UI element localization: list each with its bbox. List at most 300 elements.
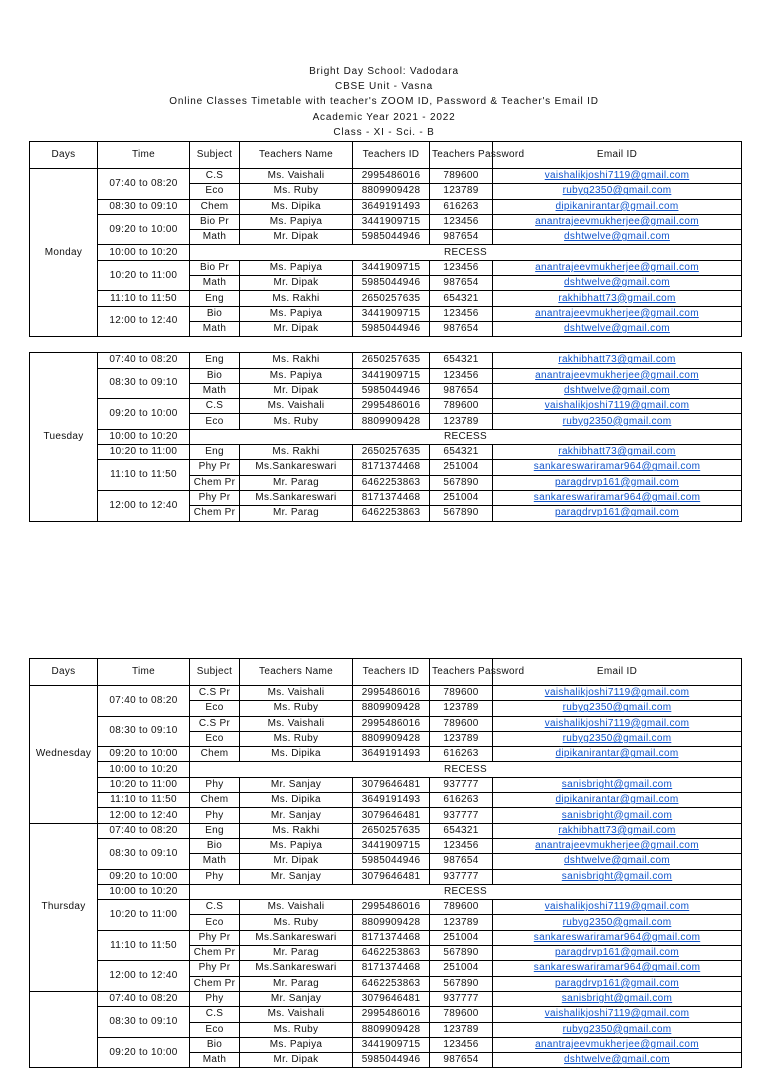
teacher-name-cell: Ms. Papiya: [240, 838, 353, 853]
timetable-part-2: [29, 658, 742, 1068]
slot-time: 10:00 to 10:20: [98, 429, 190, 444]
teacher-name-cell: Mr. Dipak: [240, 276, 353, 291]
day-label: Thursday: [30, 823, 98, 991]
email-link[interactable]: vaishalikjoshi7119@gmail.com: [544, 717, 690, 729]
teacher-id-cell: 3441909715: [353, 1037, 430, 1052]
subject-cell: Eng: [190, 823, 240, 838]
teacher-name-cell: Ms. Rakhi: [240, 353, 353, 368]
subject-cell: Eng: [190, 353, 240, 368]
teacher-password-cell: 123456: [430, 368, 493, 383]
email-cell: [493, 230, 742, 245]
teacher-id-cell: 6462253863: [353, 976, 430, 991]
teacher-id-cell: 8809909428: [353, 731, 430, 746]
school-name: Bright Day School: Vadodara: [309, 66, 459, 77]
table-row: [30, 991, 742, 1006]
email-cell: [493, 976, 742, 991]
table-row: [30, 169, 742, 184]
teacher-password-cell: 123456: [430, 306, 493, 321]
subject-cell: Math: [190, 854, 240, 869]
slot-time: 09:20 to 10:00: [98, 214, 190, 245]
email-link[interactable]: vaishalikjoshi7119@gmail.com: [544, 1008, 690, 1020]
teacher-password-cell: 123789: [430, 414, 493, 429]
subject-cell: C.S: [190, 169, 240, 184]
slot-time: 07:40 to 08:20: [98, 169, 190, 200]
subject-cell: Phy Pr: [190, 460, 240, 475]
email-link[interactable]: sankareswariramar964@gmail.com: [533, 492, 701, 504]
email-link[interactable]: paragdrvp161@gmail.com: [554, 977, 680, 989]
slot-time: 08:30 to 09:10: [98, 838, 190, 869]
teacher-id-cell: 8171374468: [353, 460, 430, 475]
recess-label: RECESS: [190, 884, 742, 899]
slot-time: 12:00 to 12:40: [98, 490, 190, 521]
teacher-id-cell: 5985044946: [353, 321, 430, 336]
subject-cell: Bio: [190, 306, 240, 321]
teacher-id-cell: 3079646481: [353, 991, 430, 1006]
table-row: [30, 686, 742, 701]
email-cell: [493, 823, 742, 838]
email-link[interactable]: anantrajeevmukherjee@gmail.com: [535, 1038, 699, 1050]
table-row: [30, 214, 742, 229]
slot-time: 11:10 to 11:50: [98, 460, 190, 491]
day-label: Monday: [30, 169, 98, 337]
teacher-password-cell: 567890: [430, 976, 493, 991]
subject-cell: Chem Pr: [190, 506, 240, 521]
teacher-id-cell: 2650257635: [353, 353, 430, 368]
teacher-id-cell: 8809909428: [353, 414, 430, 429]
teacher-name-cell: Ms. Ruby: [240, 915, 353, 930]
teacher-name-cell: Ms. Papiya: [240, 1037, 353, 1052]
email-cell: [493, 291, 742, 306]
teacher-id-cell: 2995486016: [353, 169, 430, 184]
col-teacher-name-header: Teachers Name: [240, 142, 353, 169]
teacher-id-cell: 8171374468: [353, 490, 430, 505]
table-row: [30, 291, 742, 306]
teacher-password-cell: 987654: [430, 230, 493, 245]
table-row: [30, 869, 742, 884]
email-link[interactable]: rubyg2350@gmail.com: [562, 733, 672, 745]
email-cell: [493, 793, 742, 808]
academic-year: Academic Year 2021 - 2022: [312, 111, 456, 123]
subject-cell: Eco: [190, 1022, 240, 1037]
teacher-name-cell: Ms.Sankareswari: [240, 490, 353, 505]
teacher-name-cell: Ms. Vaishali: [240, 399, 353, 414]
email-cell: [493, 399, 742, 414]
teacher-name-cell: Mr. Sanjay: [240, 777, 353, 792]
teacher-password-cell: 123789: [430, 731, 493, 746]
email-link[interactable]: vaishalikjoshi7119@gmail.com: [544, 687, 690, 699]
subject-cell: Eng: [190, 291, 240, 306]
subject-cell: Chem Pr: [190, 946, 240, 961]
email-cell: [493, 961, 742, 976]
email-cell: [493, 353, 742, 368]
teacher-id-cell: 3649191493: [353, 747, 430, 762]
subject-cell: Math: [190, 276, 240, 291]
email-link[interactable]: sanisbright@gmail.com: [561, 809, 673, 821]
slot-time: 10:20 to 11:00: [98, 260, 190, 291]
subject-cell: Bio Pr: [190, 214, 240, 229]
email-link[interactable]: sanisbright@gmail.com: [561, 993, 673, 1005]
email-link[interactable]: rakhibhatt73@gmail.com: [558, 446, 676, 458]
teacher-password-cell: 123789: [430, 915, 493, 930]
col-subject-header: Subject: [190, 142, 240, 169]
subject-cell: Eng: [190, 445, 240, 460]
table-row: [30, 353, 742, 368]
email-cell: [493, 414, 742, 429]
email-cell: [493, 747, 742, 762]
teacher-name-cell: Mr. Dipak: [240, 854, 353, 869]
teacher-name-cell: Ms. Rakhi: [240, 445, 353, 460]
spacer-cell: [30, 337, 742, 353]
teacher-id-cell: 3441909715: [353, 306, 430, 321]
col-teacher-password-header: Teachers Password: [430, 142, 493, 169]
email-cell: [493, 490, 742, 505]
teacher-password-cell: 789600: [430, 169, 493, 184]
teacher-id-cell: 3441909715: [353, 214, 430, 229]
teacher-id-cell: 8809909428: [353, 1022, 430, 1037]
subject-cell: Eco: [190, 915, 240, 930]
email-link[interactable]: sankareswariramar964@gmail.com: [533, 962, 701, 974]
email-link[interactable]: dshtwelve@gmail.com: [564, 231, 670, 243]
teacher-password-cell: 616263: [430, 199, 493, 214]
teacher-password-cell: 567890: [430, 475, 493, 490]
slot-time: 11:10 to 11:50: [98, 793, 190, 808]
teacher-id-cell: 3649191493: [353, 793, 430, 808]
recess-row: [30, 884, 742, 899]
timetable-part-1: [29, 141, 742, 522]
teacher-id-cell: 8809909428: [353, 701, 430, 716]
email-cell: [493, 991, 742, 1006]
day-label: Tuesday: [30, 353, 98, 521]
recess-label: RECESS: [190, 245, 742, 260]
subject-cell: Math: [190, 230, 240, 245]
teacher-password-cell: 937777: [430, 777, 493, 792]
subject-cell: Phy: [190, 869, 240, 884]
teacher-password-cell: 567890: [430, 506, 493, 521]
email-link[interactable]: rubyg2350@gmail.com: [562, 415, 672, 427]
col-days-header: Days: [30, 142, 98, 169]
teacher-id-cell: 5985044946: [353, 1053, 430, 1068]
email-link[interactable]: paragdrvp161@gmail.com: [554, 507, 680, 519]
teacher-password-cell: 789600: [430, 716, 493, 731]
day-spacer: [30, 337, 742, 353]
col-email-header: Email ID: [493, 142, 742, 169]
email-link[interactable]: dshtwelve@gmail.com: [564, 277, 670, 289]
slot-time: 10:20 to 11:00: [98, 777, 190, 792]
email-link[interactable]: rakhibhatt73@gmail.com: [558, 354, 676, 366]
subject-cell: Math: [190, 1053, 240, 1068]
day-label: [30, 991, 98, 1067]
slot-time: 09:20 to 10:00: [98, 747, 190, 762]
email-link[interactable]: sanisbright@gmail.com: [561, 870, 673, 882]
email-cell: [493, 214, 742, 229]
teacher-id-cell: 6462253863: [353, 475, 430, 490]
email-cell: [493, 260, 742, 275]
teacher-password-cell: 654321: [430, 353, 493, 368]
col-time-header: Time: [98, 142, 190, 169]
teacher-name-cell: Ms. Papiya: [240, 214, 353, 229]
recess-row: [30, 762, 742, 777]
teacher-id-cell: 2995486016: [353, 686, 430, 701]
email-cell: [493, 838, 742, 853]
email-link[interactable]: rubyg2350@gmail.com: [562, 185, 672, 197]
email-link[interactable]: sankareswariramar964@gmail.com: [533, 461, 701, 473]
teacher-name-cell: Mr. Dipak: [240, 230, 353, 245]
recess-label: RECESS: [190, 762, 742, 777]
table-row: [30, 460, 742, 475]
subject-cell: Eco: [190, 184, 240, 199]
subject-cell: Bio: [190, 368, 240, 383]
slot-time: 09:20 to 10:00: [98, 869, 190, 884]
teacher-password-cell: 616263: [430, 793, 493, 808]
email-cell: [493, 854, 742, 869]
email-link[interactable]: sanisbright@gmail.com: [561, 778, 673, 790]
teacher-name-cell: Ms. Ruby: [240, 414, 353, 429]
slot-time: 07:40 to 08:20: [98, 823, 190, 838]
email-link[interactable]: dipikanirantar@gmail.com: [555, 748, 679, 760]
email-cell: [493, 701, 742, 716]
teacher-name-cell: Ms.Sankareswari: [240, 930, 353, 945]
teacher-password-cell: 123456: [430, 838, 493, 853]
teacher-name-cell: Ms. Vaishali: [240, 716, 353, 731]
teacher-id-cell: 8809909428: [353, 915, 430, 930]
email-link[interactable]: anantrajeevmukherjee@gmail.com: [535, 369, 699, 381]
teacher-password-cell: 616263: [430, 747, 493, 762]
email-cell: [493, 321, 742, 336]
teacher-id-cell: 3441909715: [353, 368, 430, 383]
teacher-id-cell: 8809909428: [353, 184, 430, 199]
teacher-id-cell: 5985044946: [353, 230, 430, 245]
teacher-id-cell: 2995486016: [353, 399, 430, 414]
teacher-name-cell: Ms. Papiya: [240, 306, 353, 321]
teacher-password-cell: 251004: [430, 460, 493, 475]
table-row: [30, 1037, 742, 1052]
slot-time: 08:30 to 09:10: [98, 199, 190, 214]
email-link[interactable]: anantrajeevmukherjee@gmail.com: [535, 840, 699, 852]
email-cell: [493, 716, 742, 731]
teacher-id-cell: 3079646481: [353, 869, 430, 884]
table-row: [30, 306, 742, 321]
teacher-password-cell: 251004: [430, 490, 493, 505]
teacher-name-cell: Ms. Vaishali: [240, 900, 353, 915]
email-cell: [493, 731, 742, 746]
subject-cell: Phy Pr: [190, 930, 240, 945]
email-cell: [493, 900, 742, 915]
slot-time: 10:20 to 11:00: [98, 900, 190, 931]
slot-time: 07:40 to 08:20: [98, 353, 190, 368]
email-cell: [493, 199, 742, 214]
col-time-header: Time: [98, 659, 190, 686]
subject-cell: Phy: [190, 777, 240, 792]
teacher-name-cell: Ms. Vaishali: [240, 1007, 353, 1022]
subject-cell: Math: [190, 383, 240, 398]
email-link[interactable]: paragdrvp161@gmail.com: [554, 476, 680, 488]
slot-time: 09:20 to 10:00: [98, 1037, 190, 1068]
email-link[interactable]: rakhibhatt73@gmail.com: [558, 824, 676, 836]
teacher-name-cell: Ms. Papiya: [240, 260, 353, 275]
subject-cell: Bio: [190, 1037, 240, 1052]
email-cell: [493, 475, 742, 490]
teacher-id-cell: 5985044946: [353, 276, 430, 291]
subject-cell: Bio Pr: [190, 260, 240, 275]
subject-cell: C.S Pr: [190, 716, 240, 731]
teacher-password-cell: 123789: [430, 701, 493, 716]
teacher-password-cell: 567890: [430, 946, 493, 961]
email-link[interactable]: rubyg2350@gmail.com: [562, 702, 672, 714]
email-link[interactable]: dshtwelve@gmail.com: [564, 855, 670, 867]
teacher-password-cell: 987654: [430, 383, 493, 398]
teacher-id-cell: 8171374468: [353, 961, 430, 976]
teacher-name-cell: Mr. Parag: [240, 976, 353, 991]
teacher-name-cell: Mr. Parag: [240, 475, 353, 490]
teacher-password-cell: 123456: [430, 1037, 493, 1052]
teacher-name-cell: Ms.Sankareswari: [240, 961, 353, 976]
email-link[interactable]: anantrajeevmukherjee@gmail.com: [535, 216, 699, 228]
email-cell: [493, 276, 742, 291]
teacher-password-cell: 987654: [430, 276, 493, 291]
teacher-id-cell: 3441909715: [353, 260, 430, 275]
teacher-id-cell: 8171374468: [353, 930, 430, 945]
slot-time: 07:40 to 08:20: [98, 991, 190, 1006]
teacher-id-cell: 2650257635: [353, 823, 430, 838]
email-link[interactable]: dshtwelve@gmail.com: [564, 323, 670, 335]
slot-time: 10:00 to 10:20: [98, 762, 190, 777]
email-cell: [493, 306, 742, 321]
email-link[interactable]: rubyg2350@gmail.com: [562, 1023, 672, 1035]
teacher-id-cell: 6462253863: [353, 946, 430, 961]
subject-cell: C.S: [190, 900, 240, 915]
teacher-name-cell: Ms. Ruby: [240, 1022, 353, 1037]
email-cell: [493, 1037, 742, 1052]
email-link[interactable]: dshtwelve@gmail.com: [564, 1054, 670, 1066]
teacher-id-cell: 3079646481: [353, 777, 430, 792]
recess-label: RECESS: [190, 429, 742, 444]
subject-cell: Chem: [190, 199, 240, 214]
table-row: [30, 930, 742, 945]
teacher-id-cell: 5985044946: [353, 383, 430, 398]
email-link[interactable]: sankareswariramar964@gmail.com: [533, 931, 701, 943]
table-row: [30, 490, 742, 505]
table-row: [30, 199, 742, 214]
teacher-name-cell: Mr. Dipak: [240, 321, 353, 336]
slot-time: 12:00 to 12:40: [98, 808, 190, 823]
teacher-password-cell: 123789: [430, 184, 493, 199]
subject-cell: Phy Pr: [190, 961, 240, 976]
teacher-password-cell: 987654: [430, 1053, 493, 1068]
email-cell: [493, 383, 742, 398]
table-row: [30, 823, 742, 838]
slot-time: 12:00 to 12:40: [98, 961, 190, 992]
email-cell: [493, 869, 742, 884]
teacher-name-cell: Ms. Rakhi: [240, 291, 353, 306]
email-cell: [493, 506, 742, 521]
email-link[interactable]: vaishalikjoshi7119@gmail.com: [544, 400, 690, 412]
subject-cell: Phy: [190, 991, 240, 1006]
slot-time: 08:30 to 09:10: [98, 1007, 190, 1038]
col-days-header: Days: [30, 659, 98, 686]
teacher-name-cell: Ms. Dipika: [240, 199, 353, 214]
teacher-id-cell: 2995486016: [353, 716, 430, 731]
teacher-name-cell: Ms. Papiya: [240, 368, 353, 383]
table-row: [30, 900, 742, 915]
subject-cell: Chem Pr: [190, 475, 240, 490]
teacher-password-cell: 987654: [430, 854, 493, 869]
col-teacher-name-header: Teachers Name: [240, 659, 353, 686]
email-link[interactable]: dipikanirantar@gmail.com: [555, 794, 679, 806]
subject-cell: C.S: [190, 399, 240, 414]
subject-cell: Chem: [190, 793, 240, 808]
slot-time: 09:20 to 10:00: [98, 399, 190, 430]
teacher-name-cell: Ms. Dipika: [240, 747, 353, 762]
teacher-name-cell: Mr. Sanjay: [240, 991, 353, 1006]
teacher-name-cell: Ms. Rakhi: [240, 823, 353, 838]
col-teacher-password-header: Teachers Password: [430, 659, 493, 686]
email-cell: [493, 445, 742, 460]
email-cell: [493, 169, 742, 184]
email-link[interactable]: dshtwelve@gmail.com: [564, 385, 670, 396]
teacher-id-cell: 5985044946: [353, 854, 430, 869]
teacher-password-cell: 123456: [430, 214, 493, 229]
table-row: [30, 1007, 742, 1022]
slot-time: 12:00 to 12:40: [98, 306, 190, 337]
email-link[interactable]: anantrajeevmukherjee@gmail.com: [535, 261, 699, 273]
email-link[interactable]: dipikanirantar@gmail.com: [555, 200, 679, 212]
teacher-name-cell: Mr. Sanjay: [240, 808, 353, 823]
class-name: Class - XI - Sci. - B: [333, 126, 435, 138]
teacher-name-cell: Ms.Sankareswari: [240, 460, 353, 475]
teacher-name-cell: Mr. Parag: [240, 506, 353, 521]
teacher-id-cell: 3649191493: [353, 199, 430, 214]
slot-time: 08:30 to 09:10: [98, 716, 190, 747]
teacher-name-cell: Ms. Dipika: [240, 793, 353, 808]
table-row: [30, 716, 742, 731]
subject-cell: C.S: [190, 1007, 240, 1022]
teacher-name-cell: Ms. Ruby: [240, 731, 353, 746]
table-header-row: [30, 659, 742, 686]
email-link[interactable]: anantrajeevmukherjee@gmail.com: [535, 307, 699, 319]
email-link[interactable]: rakhibhatt73@gmail.com: [558, 292, 676, 304]
email-link[interactable]: vaishalikjoshi7119@gmail.com: [544, 901, 690, 913]
email-cell: [493, 777, 742, 792]
subject-cell: Eco: [190, 731, 240, 746]
table-row: [30, 808, 742, 823]
teacher-password-cell: 789600: [430, 399, 493, 414]
table-row: [30, 961, 742, 976]
teacher-password-cell: 937777: [430, 991, 493, 1006]
email-cell: [493, 946, 742, 961]
slot-time: 11:10 to 11:50: [98, 930, 190, 961]
email-link[interactable]: paragdrvp161@gmail.com: [554, 947, 680, 959]
email-cell: [493, 1053, 742, 1068]
teacher-password-cell: 654321: [430, 291, 493, 306]
document-header: [0, 64, 768, 140]
subject-cell: Math: [190, 321, 240, 336]
subject-cell: Chem: [190, 747, 240, 762]
table-row: [30, 747, 742, 762]
teacher-id-cell: 2995486016: [353, 1007, 430, 1022]
email-cell: [493, 368, 742, 383]
email-cell: [493, 808, 742, 823]
table-row: [30, 777, 742, 792]
slot-time: 11:10 to 11:50: [98, 291, 190, 306]
subject-cell: Chem Pr: [190, 976, 240, 991]
teacher-password-cell: 789600: [430, 1007, 493, 1022]
teacher-id-cell: 2650257635: [353, 445, 430, 460]
teacher-password-cell: 251004: [430, 930, 493, 945]
email-link[interactable]: vaishalikjoshi7119@gmail.com: [544, 170, 690, 182]
teacher-password-cell: 789600: [430, 686, 493, 701]
email-link[interactable]: rubyg2350@gmail.com: [562, 916, 672, 928]
teacher-name-cell: Mr. Dipak: [240, 1053, 353, 1068]
